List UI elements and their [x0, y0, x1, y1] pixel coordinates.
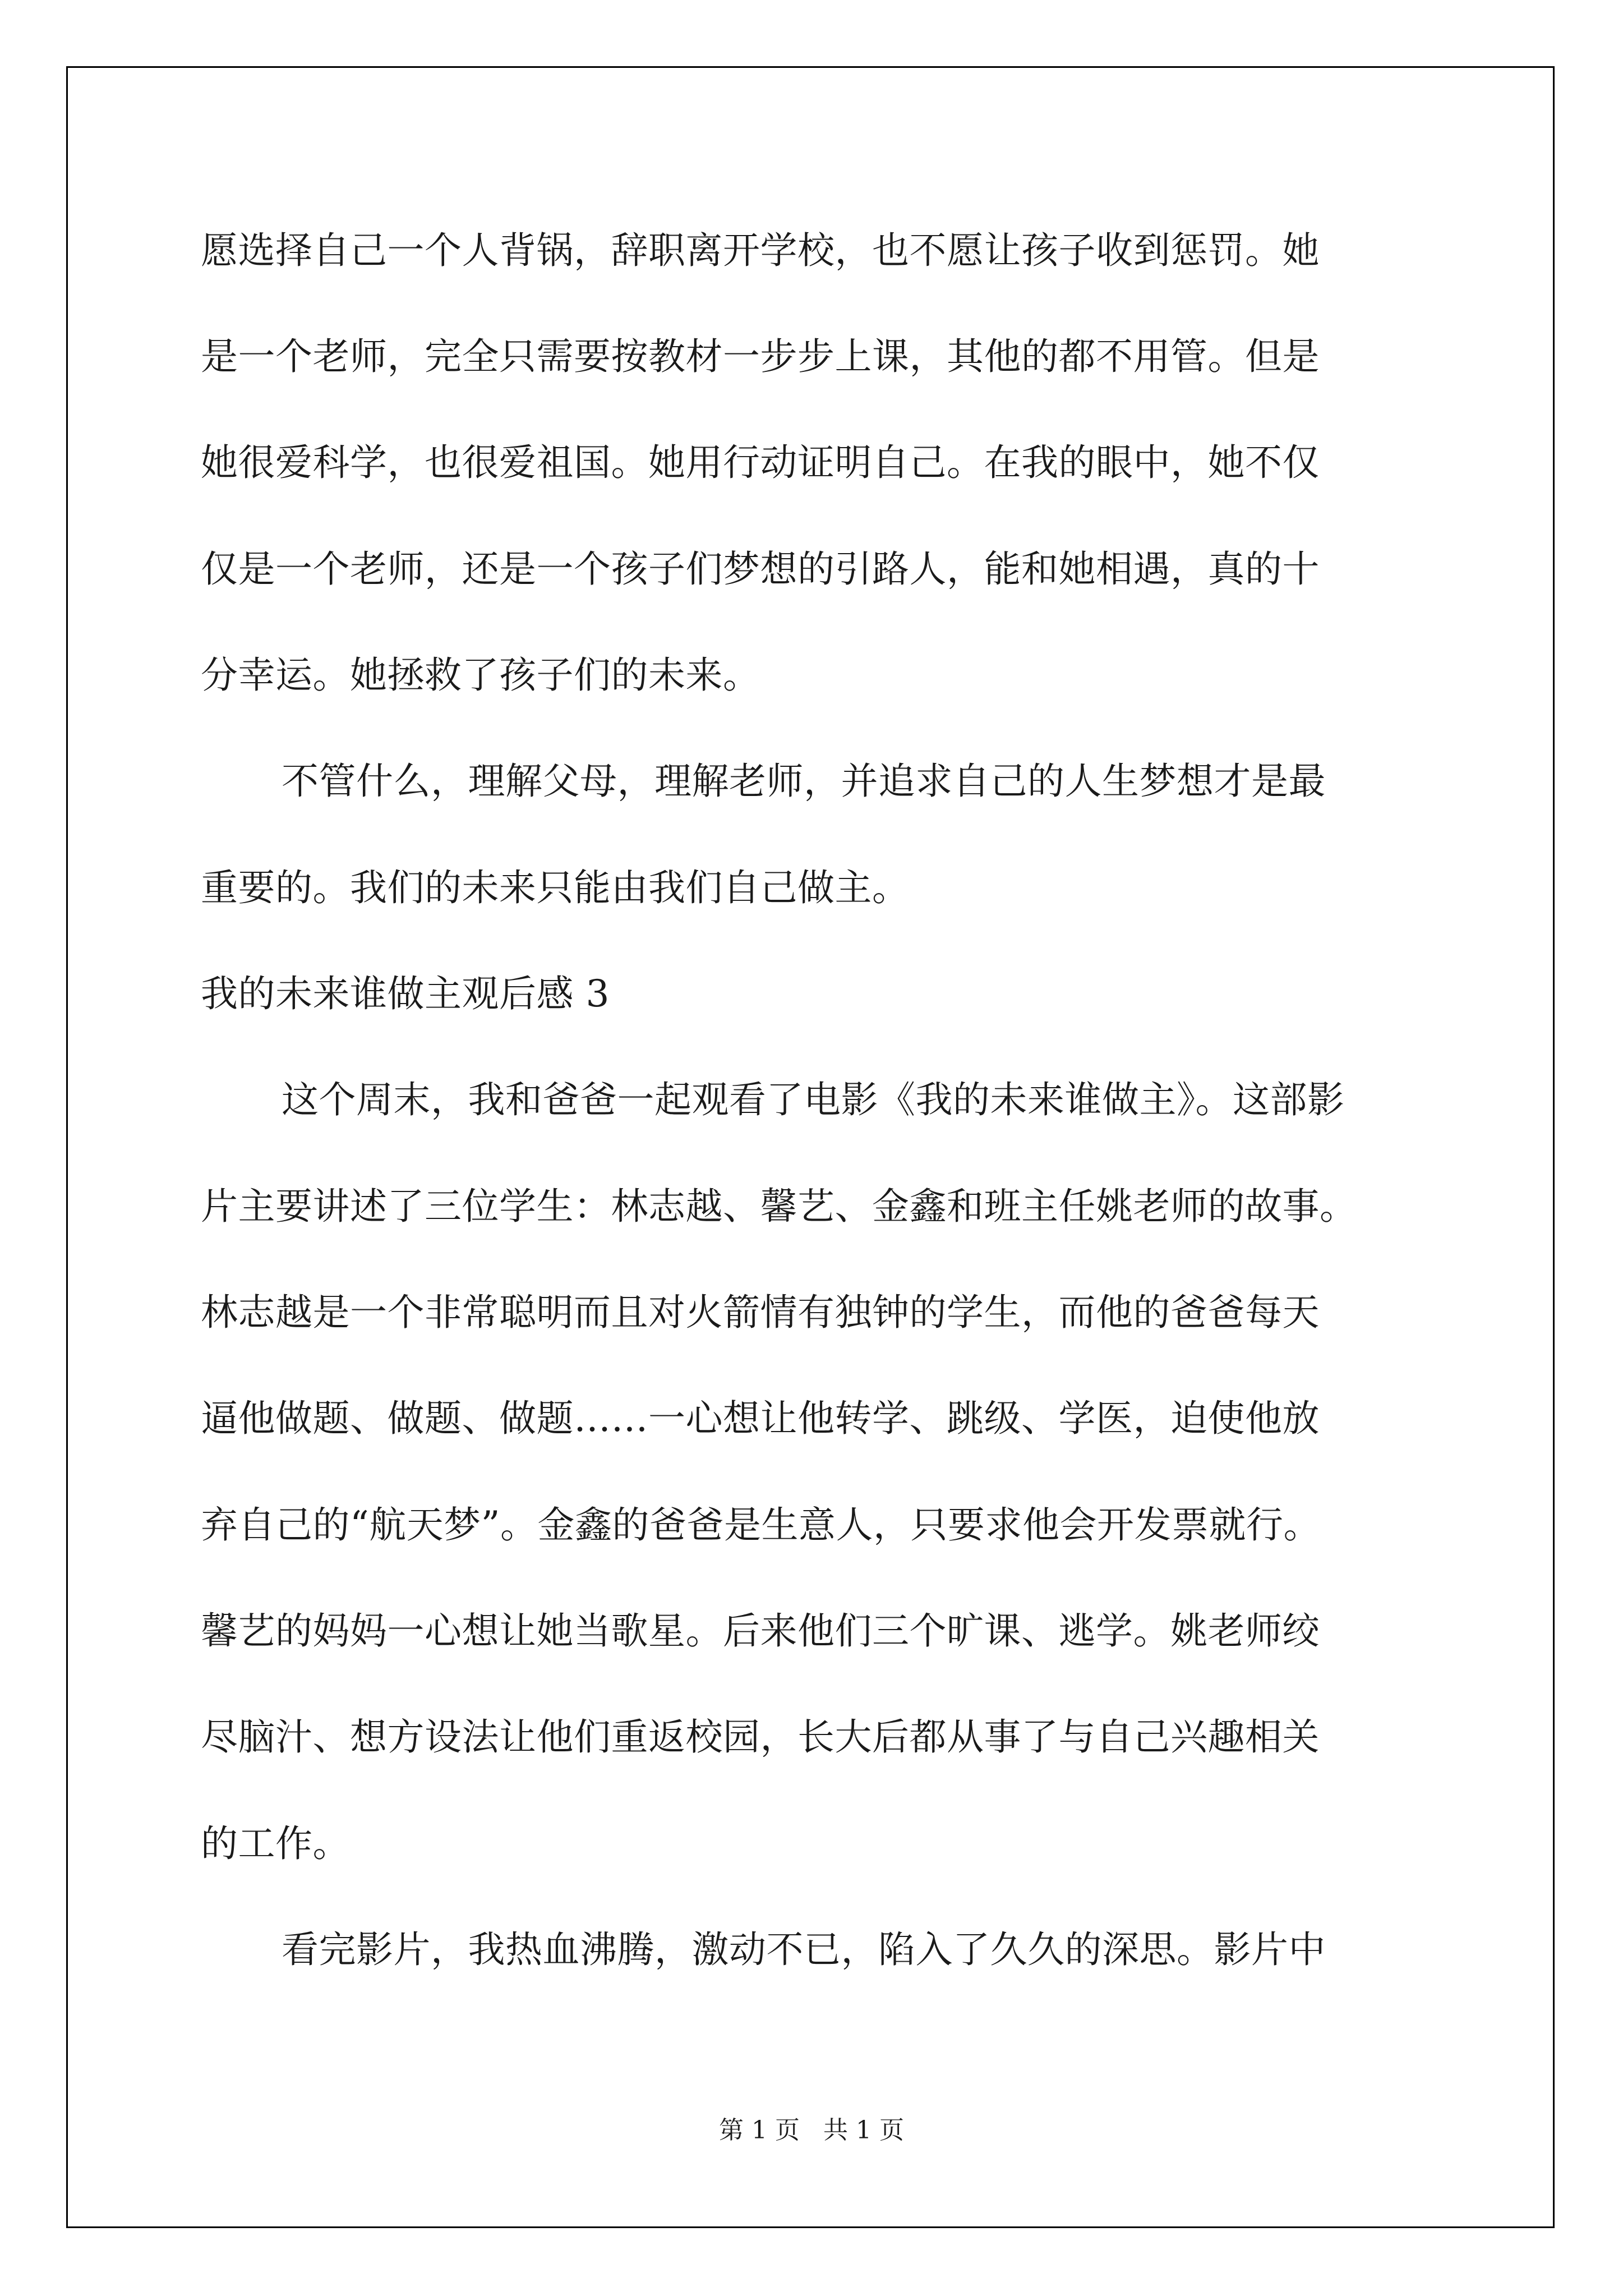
body-text-line: 她很爱科学，也很爱祖国。她用行动证明自己。在我的眼中，她不仅	[201, 441, 1320, 484]
body-text-line: 重要的。我们的未来只能由我们自己做主。	[201, 866, 910, 909]
body-text-line: 分幸运。她拯救了孩子们的未来。	[201, 654, 760, 697]
body-text-line: 弃自己的“航天梦”。金鑫的爸爸是生意人，只要求他会开发票就行。	[201, 1503, 1321, 1547]
body-text-line: 愿选择自己一个人背锅，辞职离开学校，也不愿让孩子收到惩罚。她	[201, 229, 1320, 272]
body-text-line: 的工作。	[201, 1822, 350, 1865]
body-text-line: 是一个老师，完全只需要按教材一步步上课，其他的都不用管。但是	[201, 335, 1320, 378]
body-text-line: 逼他做题、做题、做题……一心想让他转学、跳级、学医，迫使他放	[201, 1397, 1320, 1440]
page-footer: 第 1 页 共 1 页	[719, 2116, 904, 2145]
section-title: 我的未来谁做主观后感 3	[201, 972, 610, 1015]
body-text-line: 馨艺的妈妈一心想让她当歌星。后来他们三个旷课、逃学。姚老师绞	[201, 1609, 1320, 1653]
body-text-line: 尽脑汁、想方设法让他们重返校园，长大后都从事了与自己兴趣相关	[201, 1715, 1320, 1759]
body-text-line: 林志越是一个非常聪明而且对火箭情有独钟的学生，而他的爸爸每天	[201, 1291, 1320, 1334]
paragraph-first-line: 不管什么，理解父母，理解老师，并追求自己的人生梦想才是最	[282, 760, 1326, 803]
body-text-line: 片主要讲述了三位学生：林志越、馨艺、金鑫和班主任姚老师的故事。	[201, 1185, 1357, 1228]
body-text-line: 仅是一个老师，还是一个孩子们梦想的引路人，能和她相遇，真的十	[201, 547, 1320, 591]
page-border	[66, 66, 1555, 2228]
paragraph-first-line: 这个周末，我和爸爸一起观看了电影《我的未来谁做主》。这部影	[282, 1078, 1345, 1121]
paragraph-first-line: 看完影片，我热血沸腾，激动不已，陷入了久久的深思。影片中	[282, 1928, 1326, 1971]
